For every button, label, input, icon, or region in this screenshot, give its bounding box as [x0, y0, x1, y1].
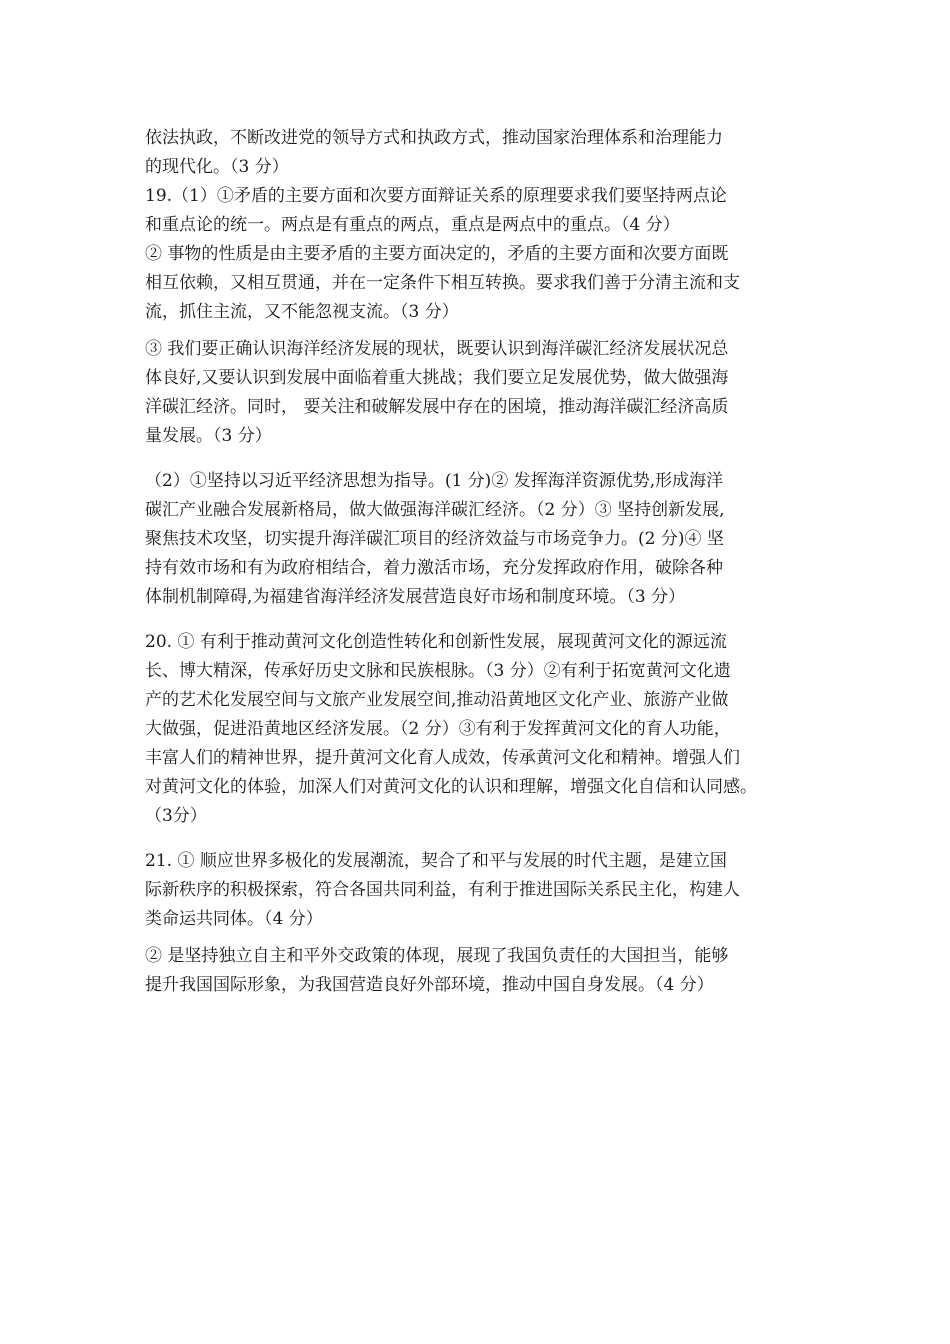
text-line: 流，抓住主流，又不能忽视支流。（3 分）: [145, 302, 459, 322]
text-line: 碳汇产业融合发展新格局，做大做强海洋碳汇经济。（2 分）③ 坚持创新发展,: [145, 500, 725, 520]
text-line: 际新秩序的积极探索，符合各国共同利益，有利于推进国际关系民主化，构建人: [145, 880, 740, 900]
text-line: 长、博大精深，传承好历史文脉和民族根脉。（3 分）②有利于拓宽黄河文化遗: [145, 661, 731, 681]
text-line: （2）①坚持以习近平经济思想为指导。(1 分)② 发挥海洋资源优势,形成海洋: [145, 471, 724, 491]
text-line: ② 事物的性质是由主要矛盾的主要方面决定的，矛盾的主要方面和次要方面既: [145, 244, 729, 264]
text-line: 依法执政，不断改进党的领导方式和执政方式，推动国家治理体系和治理能力: [145, 128, 723, 148]
paragraph-q19-part2: [145, 467, 813, 612]
text-line: 持有效市场和有为政府相结合，着力激活市场，充分发挥政府作用，破除各种: [145, 558, 723, 578]
text-line: 大做强，促进沿黄地区经济发展。（2 分）③有利于发挥黄河文化的育人功能，: [145, 719, 731, 739]
text-line: ② 是坚持独立自主和平外交政策的体现，展现了我国负责任的大国担当，能够: [145, 946, 729, 966]
text-line: 洋碳汇经济。同时， 要关注和破解发展中存在的困境，推动海洋碳汇经济高质: [145, 397, 729, 417]
text-line: 丰富人们的精神世界，提升黄河文化育人成效，传承黄河文化和精神。增强人们: [145, 748, 740, 768]
paragraph-q21-point1: [145, 847, 813, 934]
text-line: 体良好,又要认识到发展中面临着重大挑战；我们要立足发展优势，做大做强海: [145, 368, 729, 388]
text-line: ③ 我们要正确认识海洋经济发展的现状，既要认识到海洋碳汇经济发展状况总: [145, 339, 729, 359]
answer-document: [145, 124, 813, 1000]
text-line: 类命运共同体。（4 分）: [145, 909, 323, 929]
paragraph-q19-part1-point3: [145, 335, 813, 451]
text-line: 产的艺术化发展空间与文旅产业发展空间,推动沿黄地区文化产业、旅游产业做: [145, 690, 729, 710]
paragraph-q20: [145, 628, 813, 831]
paragraph-q19-part1-point2: [145, 240, 813, 327]
text-line: 21. ① 顺应世界多极化的发展潮流，契合了和平与发展的时代主题，是建立国: [145, 851, 727, 871]
text-line: 和重点论的统一。两点是有重点的两点，重点是两点中的重点。（4 分）: [145, 215, 680, 235]
text-line: 对黄河文化的体验，加深人们对黄河文化的认识和理解，增强文化自信和认同感。: [145, 777, 757, 797]
paragraph-q21-point2: [145, 942, 813, 1000]
text-line: 的现代化。（3 分）: [145, 157, 289, 177]
paragraph-intro: [145, 124, 813, 182]
text-line: 19.（1）①矛盾的主要方面和次要方面辩证关系的原理要求我们要坚持两点论: [145, 186, 727, 206]
text-line: 聚焦技术攻坚，切实提升海洋碳汇项目的经济效益与市场竞争力。(2 分)④ 坚: [145, 529, 724, 549]
text-line: 提升我国国际形象，为我国营造良好外部环境，推动中国自身发展。（4 分）: [145, 975, 714, 995]
paragraph-q19-part1-point1: [145, 182, 813, 240]
text-line: 20. ① 有利于推动黄河文化创造性转化和创新性发展，展现黄河文化的源远流: [145, 632, 727, 652]
text-line: 体制机制障碍,为福建省海洋经济发展营造良好市场和制度环境。（3 分）: [145, 587, 686, 607]
text-line: 相互依赖，又相互贯通，并在一定条件下相互转换。要求我们善于分清主流和支: [145, 273, 740, 293]
text-line: （3分）: [145, 806, 207, 826]
text-line: 量发展。（3 分）: [145, 426, 272, 446]
